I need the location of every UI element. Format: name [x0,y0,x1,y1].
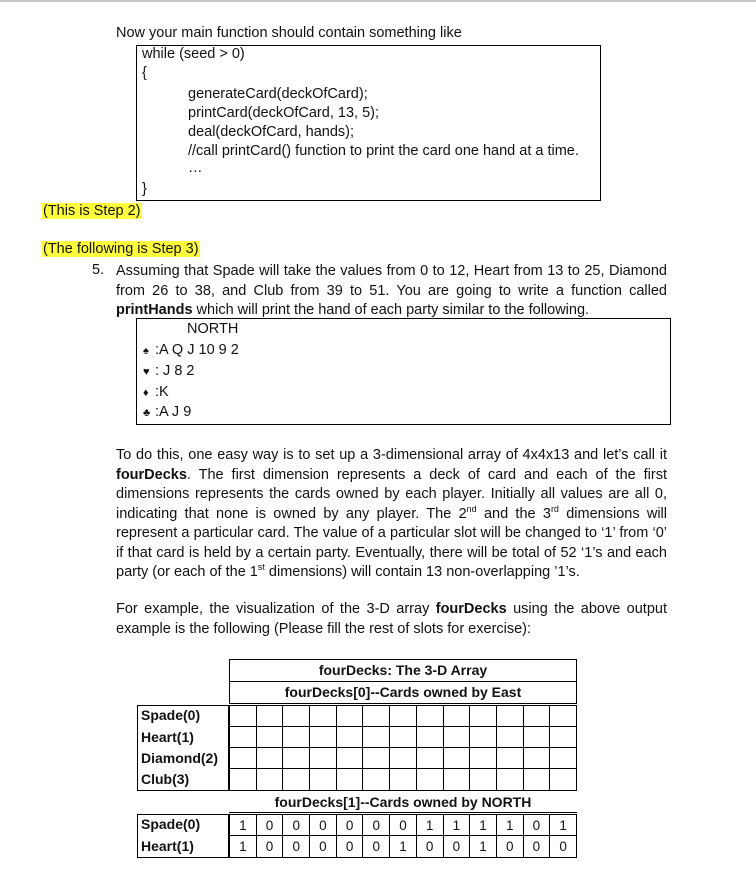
diamond-icon: ♦ [143,387,149,399]
east-grid-cell [550,748,577,769]
north-grid-cell: 1 [470,836,497,858]
east-grid-cell [390,769,417,791]
code-line-8: } [142,181,147,197]
code-line-2: { [142,65,147,81]
east-grid-cell [416,748,443,769]
east-label-heart: Heart(1) [141,729,194,745]
east-grid-cell [523,727,550,748]
north-grid-cell: 0 [256,815,283,836]
club-row: ♣ :A J 9 [143,404,192,420]
east-grid-cell [443,748,470,769]
north-grid-cell: 0 [363,815,390,836]
north-grid-cell: 0 [310,836,337,858]
east-grid-cell [496,706,523,727]
east-grid-cell [496,748,523,769]
spade-icon: ♠ [143,345,149,357]
east-grid-cell [470,727,497,748]
east-grid-cell [443,769,470,791]
code-line-3: generateCard(deckOfCard); [188,86,368,102]
code-block [136,45,601,201]
north-grid-cell: 0 [336,815,363,836]
north-label-spade: Spade(0) [141,816,201,832]
east-grid-cell [283,748,310,769]
east-grid-cell [256,748,283,769]
east-grid-cell [523,769,550,791]
explanation-paragraph: To do this, one easy way is to set up a 3-dimensional array of 4x4x13 and let’s call it fourDecks. The first dimension represents a deck of card and each of the first dimensions represents the cards owned by each player. Initially all values are all 0, indicating that none is owned by any player. The 2nd and the 3rd dimensions will represent a particular card. The value of a particular slot will be changed to ‘1’ from ‘0’ if that card is held by a certain party. Eventually, there will be total of 52 ‘1’s and each party (or each of the 1st dimensions) will contain 13 non-overlapping ’1’s. [116,446,667,583]
north-grid-cell: 1 [230,836,257,858]
east-cards-grid [229,705,577,791]
east-grid-row [230,769,577,791]
north-grid-cell: 1 [230,815,257,836]
east-grid-cell [363,769,390,791]
east-grid-cell [256,706,283,727]
east-grid-cell [550,706,577,727]
east-grid-cell [550,727,577,748]
east-label-club: Club(3) [141,771,190,787]
code-line-1: while (seed > 0) [142,46,245,62]
north-grid-cell: 0 [443,836,470,858]
east-grid-cell [390,727,417,748]
east-grid-cell [390,748,417,769]
east-grid-cell [310,706,337,727]
east-grid-cell [416,706,443,727]
para2-line7: party (or each of the 1st dimensions) will contain 13 non-overlapping ’1’s. [116,562,580,580]
code-line-7: … [188,160,203,176]
east-grid-row [230,706,577,727]
east-grid-cell [310,769,337,791]
east-grid-cell [496,769,523,791]
north-label-heart: Heart(1) [141,838,194,854]
spade-row: ♠ :A Q J 10 9 2 [143,342,239,358]
hand-example-box [136,318,671,425]
north-grid-cell: 0 [523,836,550,858]
north-grid-row [230,815,577,836]
east-grid-cell [256,769,283,791]
item5-line2: from 26 to 38, and Club from 39 to 51. You are going to write a function called [116,282,667,299]
north-grid-cell: 0 [336,836,363,858]
north-header: fourDecks[1]--Cards owned by NORTH [229,792,577,813]
para3-line1: For example, the visualization of the 3-D array fourDecks using the above output [116,601,667,617]
heart-row: ♥ : J 8 2 [143,363,195,379]
east-grid-cell [443,706,470,727]
north-grid-cell: 0 [363,836,390,858]
north-grid-cell: 0 [496,836,523,858]
north-grid-cell: 0 [523,815,550,836]
east-grid-cell [470,769,497,791]
east-grid-cell [310,748,337,769]
east-grid-cell [230,727,257,748]
array-title: fourDecks: The 3-D Array [229,659,577,682]
east-grid-cell [443,727,470,748]
step3-label: (The following is Step 3) [43,241,199,257]
step2-label: (This is Step 2) [43,203,141,219]
item5-line1: Assuming that Spade will take the values from 0 to 12, Heart from 13 to 25, Diamond [116,263,667,279]
north-grid-cell: 0 [283,815,310,836]
north-grid-cell: 0 [256,836,283,858]
east-grid-cell [336,769,363,791]
east-grid-cell [390,706,417,727]
north-grid-cell: 1 [470,815,497,836]
diamond-row: ♦ :K [143,384,169,400]
east-grid-row [230,748,577,769]
code-line-6: //call printCard() function to print the card one hand at a time. [188,143,579,159]
east-grid-cell [523,748,550,769]
east-grid-cell [230,748,257,769]
east-grid-cell [363,727,390,748]
east-grid-cell [283,769,310,791]
item5-line3: printHands which will print the hand of each party similar to the following. [116,302,590,318]
function-name: printHands [116,302,193,318]
north-grid-cell: 1 [550,815,577,836]
club-icon: ♣ [143,407,151,419]
east-grid-row [230,727,577,748]
north-grid-cell: 1 [390,836,417,858]
east-grid-cell [416,727,443,748]
north-grid-cell: 0 [550,836,577,858]
code-line-4: printCard(deckOfCard, 13, 5); [188,105,379,121]
east-grid-cell [523,706,550,727]
item-number: 5. [92,262,105,278]
intro-text: Now your main function should contain something like [116,25,462,41]
item5-paragraph [116,262,667,321]
north-grid-cell: 1 [496,815,523,836]
east-grid-cell [470,748,497,769]
north-cards-grid [229,814,577,858]
para2-line4: indicating that none is owned by any player. The 2nd and the 3rd dimensions will [116,503,667,522]
code-line-5: deal(deckOfCard, hands); [188,124,355,140]
east-grid-cell [363,706,390,727]
page-top-border [0,0,756,2]
north-grid-cell: 0 [390,815,417,836]
east-grid-cell [283,727,310,748]
north-grid-cell: 0 [310,815,337,836]
para2-line2: fourDecks. The first dimension represents a deck of card and each of the first [116,466,667,483]
east-grid-cell [470,706,497,727]
east-label-spade: Spade(0) [141,707,201,723]
player-name: NORTH [187,321,239,337]
east-grid-cell [496,727,523,748]
east-label-diamond: Diamond(2) [141,750,218,766]
east-grid-cell [283,706,310,727]
east-grid-cell [336,748,363,769]
north-grid-cell: 0 [416,836,443,858]
east-grid-cell [363,748,390,769]
east-grid-cell [336,727,363,748]
north-grid-cell: 1 [443,815,470,836]
north-grid-row [230,836,577,858]
example-paragraph: For example, the visualization of the 3-D array fourDecks using the above output example is the following (Please fill the rest of slots for exercise): [116,601,667,637]
east-grid-cell [256,727,283,748]
heart-icon: ♥ [143,366,150,378]
east-grid-cell [230,769,257,791]
east-grid-cell [550,769,577,791]
east-grid-cell [230,706,257,727]
east-grid-cell [416,769,443,791]
north-grid-cell: 0 [283,836,310,858]
north-grid-cell: 1 [416,815,443,836]
east-grid-cell [310,727,337,748]
east-grid-cell [336,706,363,727]
east-header: fourDecks[0]--Cards owned by East [229,682,577,704]
